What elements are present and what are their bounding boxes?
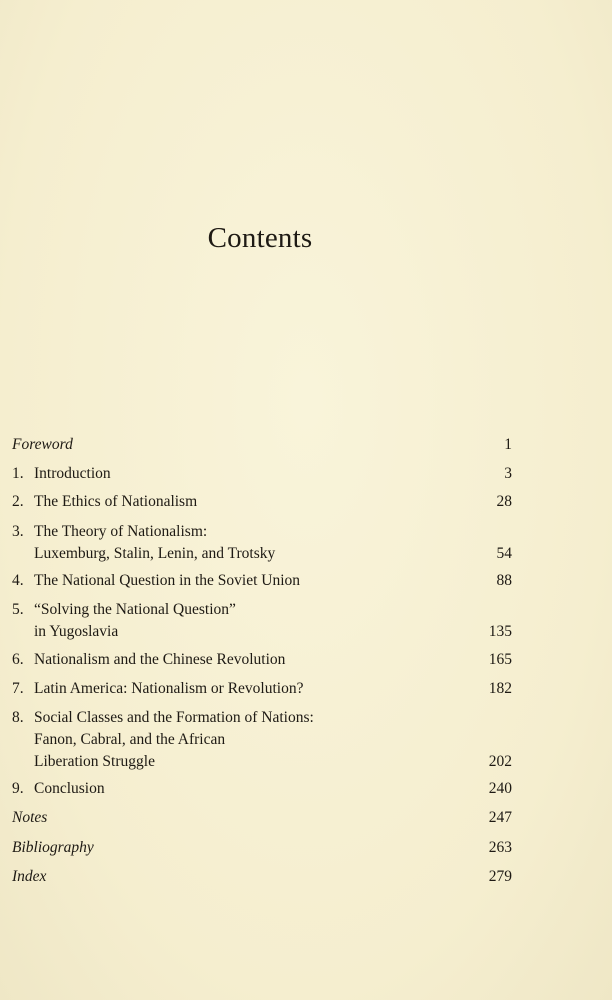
toc-entry-page: 202	[488, 753, 512, 770]
toc-entry-page: 263	[488, 839, 512, 856]
toc-entry-title: Latin America: Nationalism or Revolution?	[34, 680, 304, 697]
toc-entry-number: 1.	[12, 465, 24, 482]
toc-entry-introduction	[12, 463, 512, 485]
toc-entry-page: 1	[504, 436, 512, 453]
toc-entry-notes	[12, 807, 512, 829]
toc-entry-title: The Ethics of Nationalism	[34, 493, 198, 510]
toc-entry-number: 7.	[12, 680, 24, 697]
toc-entry-page: 240	[488, 780, 512, 797]
toc-entry-title: Index	[12, 868, 47, 885]
toc-entry-title: Conclusion	[34, 780, 105, 797]
toc-entry-page: 3	[504, 465, 512, 482]
toc-entry-title: Introduction	[34, 465, 111, 482]
toc-entry-title: “Solving the National Question”	[34, 601, 236, 618]
toc-entry-number: 6.	[12, 651, 24, 668]
toc-entry-foreword	[12, 434, 512, 456]
toc-entry-page: 182	[488, 680, 512, 697]
toc-entry-social-classes	[12, 707, 512, 773]
toc-entry-page: 88	[496, 572, 512, 589]
toc-entry-yugoslavia	[12, 599, 512, 643]
toc-entry-index	[12, 866, 512, 888]
toc-entry-number: 8.	[12, 709, 24, 726]
toc-entry-ethics	[12, 491, 512, 513]
toc-entry-bibliography	[12, 837, 512, 859]
toc-entry-number: 4.	[12, 572, 24, 589]
toc-entry-title-continued: Fanon, Cabral, and the African	[34, 731, 226, 748]
toc-entry-title-continued: Liberation Struggle	[34, 753, 155, 770]
toc-entry-number: 9.	[12, 780, 24, 797]
toc-entry-theory	[12, 521, 512, 565]
toc-entry-number: 5.	[12, 601, 24, 618]
page-title: Contents	[207, 222, 313, 254]
toc-entry-latin-america	[12, 678, 512, 700]
toc-entry-number: 3.	[12, 523, 24, 540]
toc-entry-chinese-revolution	[12, 649, 512, 671]
toc-entry-title-continued: Luxemburg, Stalin, Lenin, and Trotsky	[34, 545, 276, 562]
toc-entry-title: The National Question in the Soviet Union	[34, 572, 301, 589]
toc-entry-title: Notes	[12, 809, 48, 826]
toc-entry-title: Bibliography	[12, 839, 94, 856]
toc-entry-page: 135	[488, 623, 512, 640]
toc-entry-page: 28	[496, 493, 512, 510]
toc-entry-soviet-union	[12, 570, 512, 592]
toc-entry-conclusion	[12, 778, 512, 800]
toc-entry-page: 247	[488, 809, 512, 826]
toc-entry-title: Nationalism and the Chinese Revolution	[34, 651, 286, 668]
toc-entry-page: 165	[488, 651, 512, 668]
toc-entry-page: 279	[488, 868, 512, 885]
toc-entry-title: Social Classes and the Formation of Nations:	[34, 709, 314, 726]
toc-entry-number: 2.	[12, 493, 24, 510]
toc-entry-title: Foreword	[12, 436, 73, 453]
toc-entry-page: 54	[496, 545, 512, 562]
toc-entry-title: The Theory of Nationalism:	[34, 523, 208, 540]
toc-entry-title-continued: in Yugoslavia	[34, 623, 119, 640]
